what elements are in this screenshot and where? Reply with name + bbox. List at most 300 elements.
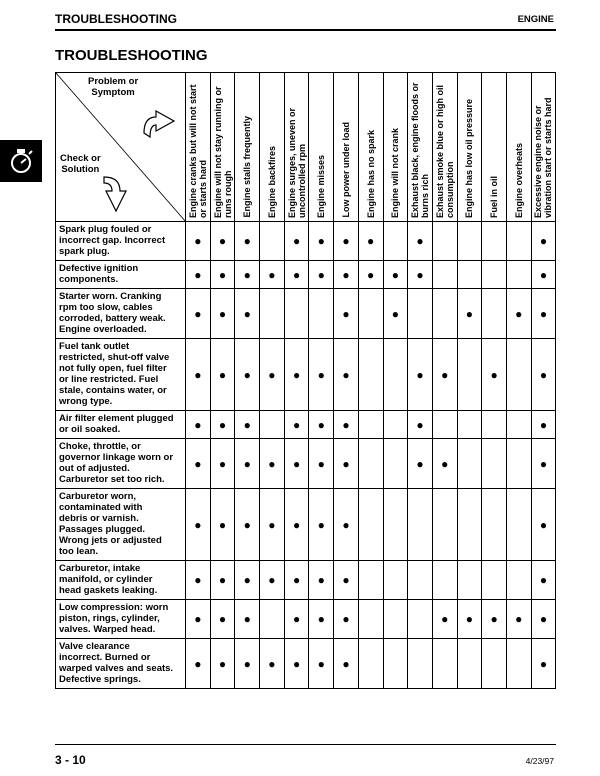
table-row [56, 600, 556, 639]
bullet-mark: ● [218, 306, 227, 321]
symptom-cell [383, 561, 408, 600]
bullet-mark: ● [441, 612, 449, 626]
symptom-cell [309, 489, 334, 561]
symptom-cell [235, 289, 260, 339]
symptom-cell [408, 489, 433, 561]
symptom-cell [383, 639, 408, 689]
symptom-cell [383, 339, 408, 411]
symptom-cell [210, 289, 235, 339]
solution-line: Engine overloaded. [59, 324, 147, 335]
symptom-cell [482, 222, 507, 261]
bullet-mark: ● [292, 367, 301, 382]
symptom-header [408, 73, 433, 222]
bullet-mark: ● [416, 234, 424, 248]
symptom-cell [506, 561, 531, 600]
solution-line: Fuel tank outlet [59, 341, 130, 352]
symptom-cell [531, 339, 556, 411]
solution-line: wrong type. [59, 396, 113, 407]
symptom-cell [260, 639, 285, 689]
troubleshooting-table [55, 72, 556, 689]
symptom-cell [408, 639, 433, 689]
symptom-cell [383, 222, 408, 261]
bullet-mark: ● [268, 573, 276, 587]
bullet-mark: ● [194, 456, 202, 471]
symptom-header [383, 73, 408, 222]
engine-tab [0, 140, 42, 182]
symptom-cell [457, 411, 482, 439]
header-section: TROUBLESHOOTING [55, 12, 177, 26]
symptom-header [235, 73, 260, 222]
symptom-cell [284, 489, 309, 561]
solution-line: Starter worn. Cranking [59, 291, 162, 302]
symptom-label: Excessive engine noise or vibration start or starts hard [533, 97, 554, 218]
symptom-cell [432, 439, 457, 489]
bullet-mark: ● [194, 306, 202, 321]
bullet-mark: ● [243, 517, 251, 532]
bullet-mark: ● [317, 267, 325, 282]
symptom-cell [506, 411, 531, 439]
symptom-cell [482, 289, 507, 339]
table-row [56, 489, 556, 561]
solution-line: Air filter element plugged [59, 413, 174, 424]
symptom-cell [358, 222, 383, 261]
bullet-mark: ● [194, 517, 202, 532]
symptom-cell [432, 600, 457, 639]
bullet-mark: ● [243, 367, 251, 382]
symptom-cell [309, 639, 334, 689]
symptom-header [260, 73, 285, 222]
symptom-cell [531, 289, 556, 339]
solution-line: Choke, throttle, or [59, 441, 141, 452]
bullet-mark: ● [268, 267, 276, 282]
bullet-mark: ● [539, 573, 548, 587]
bullet-mark: ● [218, 234, 227, 248]
symptom-cell [260, 339, 285, 411]
bullet-mark: ● [194, 417, 202, 432]
solution-cell [56, 600, 186, 639]
symptom-cell [186, 411, 211, 439]
symptom-cell [210, 561, 235, 600]
symptom-cell [260, 289, 285, 339]
symptom-cell [186, 489, 211, 561]
bullet-mark: ● [243, 456, 251, 471]
symptom-cell [284, 289, 309, 339]
symptom-cell [309, 439, 334, 489]
solution-line: Carburetor, intake [59, 563, 141, 574]
arrow-right-icon [140, 103, 180, 143]
solution-line: not fully open, fuel filter [59, 363, 167, 374]
symptom-cell [457, 339, 482, 411]
solution-line: incorrect gap. Incorrect [59, 235, 166, 246]
bullet-mark: ● [391, 267, 399, 282]
symptom-cell [408, 600, 433, 639]
solution-line: Low compression: worn [59, 602, 169, 613]
symptom-cell [506, 439, 531, 489]
bullet-mark: ● [243, 267, 251, 282]
symptom-cell [260, 439, 285, 489]
bullet-mark: ● [292, 267, 301, 282]
symptom-cell [432, 222, 457, 261]
symptom-cell [309, 261, 334, 289]
bullet-mark: ● [243, 573, 251, 587]
bullet-mark: ● [292, 573, 301, 587]
symptom-cell [432, 411, 457, 439]
solution-line: piston, rings, cylinder, [59, 613, 160, 624]
symptom-cell [531, 561, 556, 600]
symptom-cell [284, 261, 309, 289]
engine-icon [6, 146, 36, 176]
page-number: 3 - 10 [55, 753, 86, 767]
symptom-cell [457, 261, 482, 289]
corner-header [56, 73, 186, 222]
revision-date: 4/23/97 [525, 756, 554, 766]
symptom-cell [457, 561, 482, 600]
bullet-mark: ● [292, 234, 301, 248]
bullet-mark: ● [218, 267, 227, 282]
bullet-mark: ● [416, 267, 424, 282]
symptom-cell [531, 411, 556, 439]
symptom-cell [408, 439, 433, 489]
symptom-cell [408, 411, 433, 439]
solution-line: spark plug. [59, 246, 110, 257]
solution-line: contaminated with [59, 502, 143, 513]
symptom-label: Low power under load [340, 122, 351, 218]
symptom-header [284, 73, 309, 222]
symptom-header [210, 73, 235, 222]
bullet-mark: ● [317, 367, 325, 382]
symptom-cell [432, 561, 457, 600]
symptom-cell [284, 439, 309, 489]
symptom-cell [309, 289, 334, 339]
symptom-cell [482, 411, 507, 439]
page-title: TROUBLESHOOTING [55, 47, 208, 64]
symptom-cell [260, 222, 285, 261]
bullet-mark: ● [539, 367, 548, 382]
symptom-header [334, 73, 359, 222]
table-row [56, 411, 556, 439]
symptom-cell [334, 289, 359, 339]
table-row [56, 339, 556, 411]
symptom-cell [309, 411, 334, 439]
bullet-mark: ● [342, 234, 350, 248]
symptom-cell [457, 289, 482, 339]
bullet-mark: ● [539, 656, 548, 671]
bullet-mark: ● [515, 306, 523, 321]
symptom-label: Fuel in oil [489, 176, 500, 218]
symptom-cell [408, 261, 433, 289]
solution-line: Valve clearance [59, 641, 130, 652]
symptom-label: Engine has no spark [365, 129, 376, 218]
symptom-cell [482, 489, 507, 561]
bullet-mark: ● [317, 656, 325, 671]
solution-line: Spark plug fouled or [59, 224, 152, 235]
symptom-header [506, 73, 531, 222]
bullet-mark: ● [317, 456, 325, 471]
bullet-mark: ● [342, 573, 350, 587]
symptom-cell [334, 339, 359, 411]
table-row [56, 289, 556, 339]
solution-line: or line restricted. Fuel [59, 374, 159, 385]
symptom-cell [482, 600, 507, 639]
symptom-cell [260, 411, 285, 439]
table-row [56, 639, 556, 689]
symptom-cell [309, 600, 334, 639]
bullet-mark: ● [317, 612, 325, 626]
solution-line: too lean. [59, 546, 99, 557]
symptom-header [531, 73, 556, 222]
symptom-label: Engine backfires [266, 145, 277, 218]
solution-cell [56, 489, 186, 561]
bullet-mark: ● [218, 367, 227, 382]
symptom-cell [284, 222, 309, 261]
symptom-cell [210, 489, 235, 561]
symptom-cell [383, 289, 408, 339]
symptom-cell [235, 561, 260, 600]
bullet-mark: ● [317, 234, 325, 248]
symptom-header [432, 73, 457, 222]
bullet-mark: ● [342, 267, 350, 282]
symptom-cell [482, 639, 507, 689]
solution-line: Passages plugged. [59, 524, 146, 535]
bullet-mark: ● [243, 306, 251, 321]
symptom-cell [383, 600, 408, 639]
bullet-mark: ● [292, 417, 301, 432]
symptom-cell [506, 222, 531, 261]
symptom-cell [432, 489, 457, 561]
bullet-mark: ● [194, 656, 202, 671]
header-chapter: ENGINE [517, 14, 554, 25]
symptom-cell [383, 489, 408, 561]
symptom-cell [358, 339, 383, 411]
symptom-cell [186, 289, 211, 339]
solution-cell [56, 261, 186, 289]
bullet-mark: ● [218, 417, 227, 432]
symptom-cell [506, 639, 531, 689]
symptom-cell [186, 439, 211, 489]
solution-cell [56, 289, 186, 339]
solution-line: Carburetor worn, [59, 491, 137, 502]
symptom-header [358, 73, 383, 222]
check-label: Check or Solution [60, 153, 101, 175]
solution-cell [56, 561, 186, 600]
symptom-cell [309, 222, 334, 261]
arrow-down-icon [100, 173, 142, 217]
symptom-cell [235, 639, 260, 689]
symptom-cell [235, 411, 260, 439]
bullet-mark: ● [243, 417, 251, 432]
bullet-mark: ● [539, 456, 548, 471]
symptom-cell [186, 339, 211, 411]
bullet-mark: ● [490, 367, 498, 382]
bullet-mark: ● [243, 234, 251, 248]
symptom-cell [235, 489, 260, 561]
symptom-header [309, 73, 334, 222]
symptom-cell [186, 261, 211, 289]
symptom-cell [482, 339, 507, 411]
symptom-label: Engine will not stay running or runs rough [212, 86, 233, 218]
bullet-mark: ● [317, 417, 325, 432]
problem-label: Problem or Symptom [88, 76, 139, 98]
symptom-header [457, 73, 482, 222]
symptom-header [186, 73, 211, 222]
bullet-mark: ● [292, 612, 301, 626]
symptom-cell [260, 600, 285, 639]
bullet-mark: ● [194, 612, 202, 626]
symptom-cell [383, 411, 408, 439]
bullet-mark: ● [342, 367, 350, 382]
symptom-cell [334, 639, 359, 689]
symptom-cell [309, 561, 334, 600]
symptom-cell [186, 561, 211, 600]
bullet-mark: ● [292, 517, 301, 532]
symptom-cell [432, 339, 457, 411]
symptom-cell [358, 439, 383, 489]
symptom-cell [334, 411, 359, 439]
symptom-cell [432, 639, 457, 689]
solution-line: corroded, battery weak. [59, 313, 166, 324]
symptom-cell [531, 600, 556, 639]
bullet-mark: ● [342, 306, 350, 321]
bullet-mark: ● [539, 517, 548, 532]
symptom-label: Engine will not crank [390, 127, 401, 218]
footer-rule [55, 744, 556, 745]
bullet-mark: ● [268, 456, 276, 471]
symptom-cell [383, 261, 408, 289]
solution-line: out of adjusted. [59, 463, 130, 474]
symptom-cell [482, 261, 507, 289]
bullet-mark: ● [218, 517, 227, 532]
bullet-mark: ● [342, 456, 350, 471]
solution-line: rpm too slow, cables [59, 302, 153, 313]
symptom-label: Exhaust smoke blue or high oil consumption [434, 84, 455, 218]
symptom-cell [506, 600, 531, 639]
bullet-mark: ● [292, 456, 301, 471]
bullet-mark: ● [367, 267, 375, 282]
symptom-label: Engine has low oil pressure [464, 98, 475, 218]
solution-line: valves. Warped head. [59, 624, 156, 635]
symptom-cell [531, 489, 556, 561]
symptom-cell [408, 339, 433, 411]
bullet-mark: ● [465, 612, 474, 626]
solution-line: components. [59, 274, 119, 285]
symptom-cell [383, 439, 408, 489]
symptom-cell [531, 222, 556, 261]
symptom-cell [457, 222, 482, 261]
symptom-cell [457, 639, 482, 689]
bullet-mark: ● [515, 612, 523, 626]
bullet-mark: ● [194, 367, 202, 382]
symptom-label: Engine stalls frequently [242, 116, 253, 218]
bullet-mark: ● [218, 456, 227, 471]
bullet-mark: ● [268, 367, 276, 382]
symptom-cell [284, 639, 309, 689]
bullet-mark: ● [391, 306, 399, 321]
solution-line: restricted, shut-off valve [59, 352, 170, 363]
symptom-cell [506, 261, 531, 289]
solution-cell [56, 639, 186, 689]
symptom-cell [432, 261, 457, 289]
solution-cell [56, 339, 186, 411]
symptom-cell [506, 489, 531, 561]
symptom-cell [457, 489, 482, 561]
symptom-cell [235, 261, 260, 289]
symptom-cell [284, 339, 309, 411]
symptom-cell [210, 639, 235, 689]
bullet-mark: ● [218, 612, 227, 626]
symptom-cell [531, 639, 556, 689]
symptom-cell [482, 561, 507, 600]
bullet-mark: ● [342, 417, 350, 432]
symptom-cell [432, 289, 457, 339]
symptom-cell [334, 561, 359, 600]
symptom-cell [186, 639, 211, 689]
symptom-cell [334, 489, 359, 561]
symptom-cell [210, 339, 235, 411]
table-row [56, 561, 556, 600]
bullet-mark: ● [490, 612, 498, 626]
symptom-cell [260, 489, 285, 561]
bullet-mark: ● [416, 367, 424, 382]
bullet-mark: ● [342, 517, 350, 532]
bullet-mark: ● [539, 612, 548, 626]
symptom-cell [235, 222, 260, 261]
symptom-cell [457, 439, 482, 489]
symptom-cell [482, 439, 507, 489]
symptom-cell [235, 339, 260, 411]
symptom-header [482, 73, 507, 222]
solution-cell [56, 411, 186, 439]
solution-cell [56, 439, 186, 489]
bullet-mark: ● [243, 656, 251, 671]
symptom-cell [210, 439, 235, 489]
symptom-cell [358, 489, 383, 561]
symptom-cell [506, 339, 531, 411]
symptom-cell [358, 600, 383, 639]
symptom-label: Exhaust black, engine floods or burns rich [410, 82, 431, 218]
solution-line: Defective ignition [59, 263, 139, 274]
symptom-cell [235, 600, 260, 639]
symptom-cell [309, 339, 334, 411]
symptom-cell [531, 439, 556, 489]
solution-line: manifold, or cylinder [59, 574, 153, 585]
symptom-cell [506, 289, 531, 339]
symptom-cell [260, 561, 285, 600]
symptom-cell [186, 222, 211, 261]
bullet-mark: ● [194, 234, 202, 248]
bullet-mark: ● [539, 417, 548, 432]
symptom-cell [210, 222, 235, 261]
symptom-cell [186, 600, 211, 639]
bullet-mark: ● [539, 234, 548, 248]
symptom-cell [408, 561, 433, 600]
bullet-mark: ● [194, 573, 202, 587]
symptom-cell [531, 261, 556, 289]
solution-line: or oil soaked. [59, 424, 121, 435]
symptom-cell [334, 439, 359, 489]
bullet-mark: ● [218, 573, 227, 587]
solution-line: debris or varnish. [59, 513, 139, 524]
bullet-mark: ● [268, 656, 276, 671]
bullet-mark: ● [268, 517, 276, 532]
symptom-cell [334, 222, 359, 261]
bullet-mark: ● [194, 267, 202, 282]
symptom-cell [358, 639, 383, 689]
symptom-cell [260, 261, 285, 289]
table-row [56, 222, 556, 261]
symptom-cell [210, 600, 235, 639]
solution-line: governor linkage worn or [59, 452, 174, 463]
solution-cell [56, 222, 186, 261]
